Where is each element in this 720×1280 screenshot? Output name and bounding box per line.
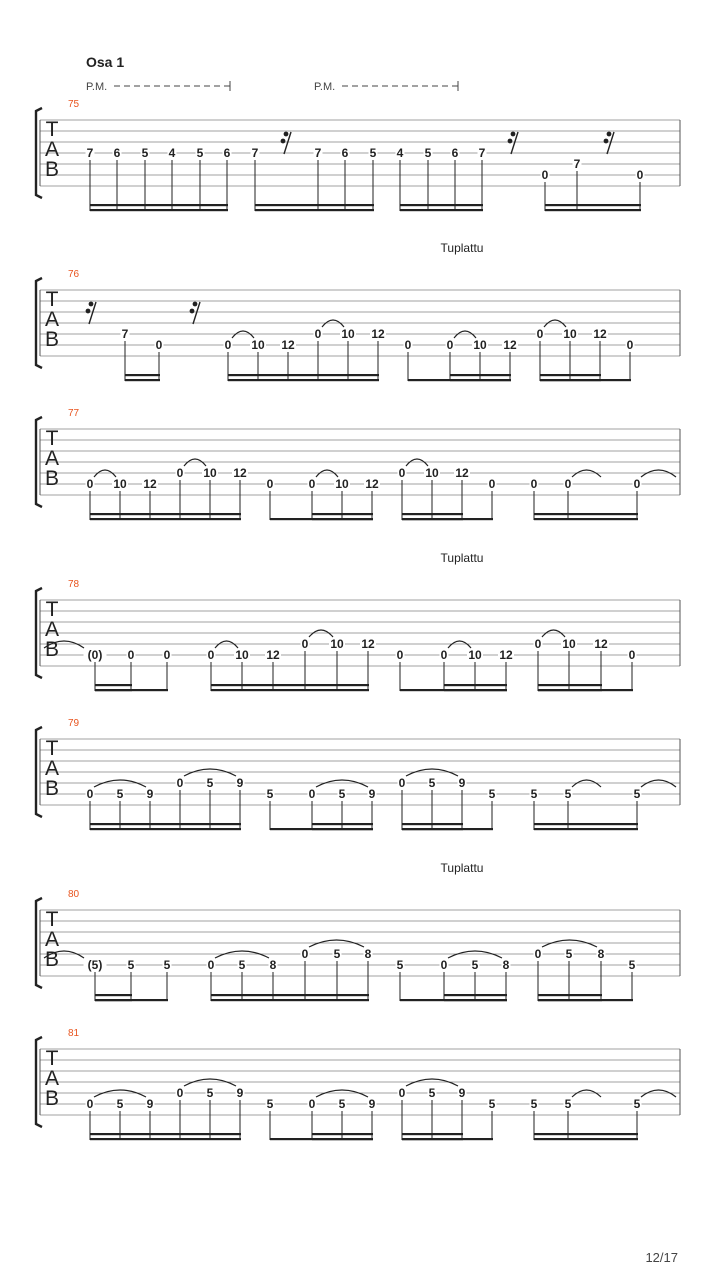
tab-clef-letter: A bbox=[44, 1067, 60, 1090]
fret-number: 0 bbox=[398, 1086, 406, 1100]
fret-number: 0 bbox=[308, 1097, 316, 1111]
fret-number: 10 bbox=[473, 338, 487, 352]
fret-number: 12 bbox=[593, 327, 607, 341]
fret-number: 0 bbox=[176, 1086, 184, 1100]
beam bbox=[402, 1133, 463, 1135]
tab-clef-letter: A bbox=[44, 618, 60, 641]
beam bbox=[255, 204, 374, 206]
fret-number: 0 bbox=[314, 327, 322, 341]
tab-system-77 bbox=[36, 408, 680, 520]
beam bbox=[95, 994, 132, 996]
rest-dot bbox=[508, 139, 513, 144]
fret-number: 5 bbox=[428, 1086, 436, 1100]
fret-number: 5 bbox=[333, 947, 341, 961]
tab-clef-letter: T bbox=[45, 598, 59, 621]
beam bbox=[255, 209, 374, 211]
fret-number: (5) bbox=[87, 958, 103, 972]
fret-number: 0 bbox=[530, 477, 538, 491]
rest-dot bbox=[89, 302, 94, 307]
fret-number: 0 bbox=[176, 466, 184, 480]
fret-number: 4 bbox=[396, 146, 404, 160]
fret-number: 0 bbox=[163, 648, 171, 662]
fret-number: 0 bbox=[541, 168, 549, 182]
tuplattu-annotation: Tuplattu bbox=[440, 241, 484, 255]
fret-number: 5 bbox=[564, 1097, 572, 1111]
fret-number: 8 bbox=[502, 958, 510, 972]
fret-number: 5 bbox=[196, 146, 204, 160]
tab-clef-letter: A bbox=[44, 308, 60, 331]
fret-number: 0 bbox=[308, 477, 316, 491]
fret-number: 0 bbox=[396, 648, 404, 662]
beam bbox=[400, 209, 483, 211]
fret-number: 0 bbox=[86, 477, 94, 491]
fret-number: 9 bbox=[458, 776, 466, 790]
fret-number: 10 bbox=[425, 466, 439, 480]
fret-number: 0 bbox=[440, 648, 448, 662]
fret-number: (0) bbox=[87, 648, 103, 662]
fret-number: 7 bbox=[478, 146, 486, 160]
fret-number: 5 bbox=[141, 146, 149, 160]
tab-clef-letter: T bbox=[45, 1047, 59, 1070]
sixteenth-rest-icon bbox=[281, 132, 291, 154]
measure-number: 81 bbox=[68, 1028, 80, 1039]
fret-number: 9 bbox=[236, 1086, 244, 1100]
beam bbox=[312, 828, 373, 830]
beam bbox=[534, 1138, 638, 1140]
fret-number: 7 bbox=[121, 327, 129, 341]
fret-number: 12 bbox=[233, 466, 247, 480]
beam bbox=[534, 828, 638, 830]
beam bbox=[228, 379, 379, 381]
fret-number: 0 bbox=[301, 637, 309, 651]
fret-number: 12 bbox=[503, 338, 517, 352]
fret-number: 5 bbox=[488, 1097, 496, 1111]
fret-number: 5 bbox=[338, 1097, 346, 1111]
fret-number: 8 bbox=[597, 947, 605, 961]
beam bbox=[538, 999, 602, 1001]
fret-number: 0 bbox=[440, 958, 448, 972]
fret-number: 12 bbox=[455, 466, 469, 480]
beam bbox=[538, 684, 602, 686]
rest-dot bbox=[604, 139, 609, 144]
sixteenth-rest-icon bbox=[508, 132, 518, 154]
palm-mute-label: P.M. bbox=[86, 81, 108, 93]
beam bbox=[312, 518, 373, 520]
tab-clef-letter: A bbox=[44, 447, 60, 470]
fret-number: 0 bbox=[628, 648, 636, 662]
tab-system-75 bbox=[36, 81, 680, 211]
tab-clef-letter: B bbox=[44, 467, 60, 490]
fret-number: 0 bbox=[86, 1097, 94, 1111]
fret-number: 5 bbox=[369, 146, 377, 160]
fret-number: 10 bbox=[203, 466, 217, 480]
fret-number: 12 bbox=[266, 648, 280, 662]
beam bbox=[450, 374, 511, 376]
fret-number: 5 bbox=[163, 958, 171, 972]
beam bbox=[211, 999, 369, 1001]
tab-clef-letter: A bbox=[44, 757, 60, 780]
rest-dot bbox=[86, 309, 91, 314]
beam bbox=[402, 823, 463, 825]
measure-number: 76 bbox=[68, 269, 80, 280]
fret-number: 5 bbox=[488, 787, 496, 801]
fret-number: 0 bbox=[404, 338, 412, 352]
fret-number: 0 bbox=[127, 648, 135, 662]
beam bbox=[95, 689, 132, 691]
fret-number: 8 bbox=[364, 947, 372, 961]
fret-number: 0 bbox=[266, 477, 274, 491]
fret-number: 0 bbox=[536, 327, 544, 341]
beam bbox=[211, 689, 369, 691]
beam bbox=[402, 828, 463, 830]
fret-number: 7 bbox=[573, 157, 581, 171]
beam bbox=[95, 999, 132, 1001]
rest-dot bbox=[193, 302, 198, 307]
beam bbox=[545, 204, 641, 206]
fret-number: 0 bbox=[207, 958, 215, 972]
fret-number: 0 bbox=[488, 477, 496, 491]
measure-number: 75 bbox=[68, 99, 80, 110]
fret-number: 0 bbox=[308, 787, 316, 801]
tuplattu-annotation: Tuplattu bbox=[440, 861, 484, 875]
fret-number: 5 bbox=[206, 776, 214, 790]
beam bbox=[211, 994, 369, 996]
fret-number: 0 bbox=[155, 338, 163, 352]
fret-number: 0 bbox=[626, 338, 634, 352]
beam bbox=[125, 374, 160, 376]
beam bbox=[90, 209, 228, 211]
tab-clef-letter: T bbox=[45, 427, 59, 450]
fret-number: 5 bbox=[565, 947, 573, 961]
fret-number: 5 bbox=[266, 787, 274, 801]
beam bbox=[228, 374, 379, 376]
fret-number: 9 bbox=[368, 1097, 376, 1111]
fret-number: 0 bbox=[446, 338, 454, 352]
fret-number: 10 bbox=[341, 327, 355, 341]
beam bbox=[540, 379, 601, 381]
page-number: 12/17 bbox=[645, 1250, 678, 1265]
tab-clef-letter: B bbox=[44, 638, 60, 661]
tab-system-80 bbox=[36, 861, 680, 1001]
rest-dot bbox=[190, 309, 195, 314]
rest-dot bbox=[607, 132, 612, 137]
fret-number: 4 bbox=[168, 146, 176, 160]
fret-number: 0 bbox=[207, 648, 215, 662]
fret-number: 5 bbox=[530, 787, 538, 801]
sixteenth-rest-icon bbox=[190, 302, 200, 324]
beam bbox=[402, 513, 463, 515]
beam bbox=[450, 379, 511, 381]
tab-system-76 bbox=[36, 241, 680, 381]
fret-number: 5 bbox=[238, 958, 246, 972]
fret-number: 5 bbox=[633, 1097, 641, 1111]
beam bbox=[211, 684, 369, 686]
fret-number: 5 bbox=[266, 1097, 274, 1111]
beam bbox=[534, 1133, 638, 1135]
beam bbox=[400, 204, 483, 206]
fret-number: 10 bbox=[113, 477, 127, 491]
beam bbox=[90, 1138, 241, 1140]
fret-number: 5 bbox=[116, 1097, 124, 1111]
tuplattu-annotation: Tuplattu bbox=[440, 551, 484, 565]
beam bbox=[444, 684, 507, 686]
tab-clef-letter: B bbox=[44, 328, 60, 351]
tab-clef-letter: T bbox=[45, 118, 59, 141]
fret-number: 0 bbox=[633, 477, 641, 491]
measure-number: 77 bbox=[68, 408, 80, 419]
beam bbox=[90, 513, 241, 515]
fret-number: 5 bbox=[116, 787, 124, 801]
fret-number: 5 bbox=[628, 958, 636, 972]
fret-number: 9 bbox=[146, 1097, 154, 1111]
beam bbox=[312, 513, 373, 515]
fret-number: 5 bbox=[424, 146, 432, 160]
fret-number: 7 bbox=[86, 146, 94, 160]
fret-number: 10 bbox=[335, 477, 349, 491]
beam bbox=[312, 1133, 373, 1135]
fret-number: 5 bbox=[338, 787, 346, 801]
beam bbox=[90, 204, 228, 206]
fret-number: 7 bbox=[251, 146, 259, 160]
fret-number: 10 bbox=[330, 637, 344, 651]
fret-number: 12 bbox=[361, 637, 375, 651]
tab-clef-letter: T bbox=[45, 908, 59, 931]
beam bbox=[545, 209, 641, 211]
fret-number: 6 bbox=[451, 146, 459, 160]
fret-number: 5 bbox=[428, 776, 436, 790]
beam bbox=[534, 513, 638, 515]
fret-number: 8 bbox=[269, 958, 277, 972]
tab-system-78 bbox=[36, 551, 680, 691]
beam bbox=[444, 999, 507, 1001]
fret-number: 0 bbox=[534, 947, 542, 961]
beam bbox=[540, 374, 601, 376]
fret-number: 0 bbox=[636, 168, 644, 182]
measure-number: 79 bbox=[68, 718, 80, 729]
beam bbox=[444, 994, 507, 996]
beam bbox=[402, 518, 463, 520]
section-title: Osa 1 bbox=[86, 54, 125, 70]
fret-number: 10 bbox=[468, 648, 482, 662]
fret-number: 10 bbox=[562, 637, 576, 651]
sixteenth-rest-icon bbox=[604, 132, 614, 154]
fret-number: 0 bbox=[224, 338, 232, 352]
beam bbox=[90, 828, 241, 830]
fret-number: 5 bbox=[206, 1086, 214, 1100]
beam bbox=[90, 1133, 241, 1135]
beam bbox=[125, 379, 160, 381]
fret-number: 12 bbox=[499, 648, 513, 662]
beam bbox=[534, 823, 638, 825]
beam bbox=[312, 823, 373, 825]
fret-number: 0 bbox=[534, 637, 542, 651]
tab-clef-letter: B bbox=[44, 158, 60, 181]
fret-number: 9 bbox=[368, 787, 376, 801]
fret-number: 5 bbox=[633, 787, 641, 801]
fret-number: 10 bbox=[235, 648, 249, 662]
tab-clef-letter: B bbox=[44, 948, 60, 971]
measure-number: 80 bbox=[68, 889, 80, 900]
fret-number: 5 bbox=[127, 958, 135, 972]
sixteenth-rest-icon bbox=[86, 302, 96, 324]
fret-number: 0 bbox=[564, 477, 572, 491]
fret-number: 0 bbox=[86, 787, 94, 801]
beam bbox=[444, 689, 507, 691]
rest-dot bbox=[281, 139, 286, 144]
beam bbox=[90, 518, 241, 520]
tab-clef-letter: B bbox=[44, 777, 60, 800]
beam bbox=[538, 994, 602, 996]
beam bbox=[90, 823, 241, 825]
rest-dot bbox=[511, 132, 516, 137]
fret-number: 12 bbox=[281, 338, 295, 352]
fret-number: 0 bbox=[398, 466, 406, 480]
fret-number: 12 bbox=[365, 477, 379, 491]
fret-number: 12 bbox=[594, 637, 608, 651]
fret-number: 7 bbox=[314, 146, 322, 160]
tab-clef-letter: B bbox=[44, 1087, 60, 1110]
fret-number: 0 bbox=[176, 776, 184, 790]
beam bbox=[534, 518, 638, 520]
fret-number: 5 bbox=[530, 1097, 538, 1111]
fret-number: 5 bbox=[396, 958, 404, 972]
fret-number: 9 bbox=[236, 776, 244, 790]
tab-system-79 bbox=[36, 718, 680, 830]
fret-number: 6 bbox=[113, 146, 121, 160]
fret-number: 10 bbox=[563, 327, 577, 341]
palm-mute-label: P.M. bbox=[314, 81, 336, 93]
fret-number: 0 bbox=[398, 776, 406, 790]
fret-number: 9 bbox=[458, 1086, 466, 1100]
fret-number: 6 bbox=[341, 146, 349, 160]
tab-system-81 bbox=[36, 1028, 680, 1140]
beam bbox=[95, 684, 132, 686]
fret-number: 5 bbox=[564, 787, 572, 801]
beam bbox=[312, 1138, 373, 1140]
fret-number: 9 bbox=[146, 787, 154, 801]
beam bbox=[402, 1138, 463, 1140]
fret-number: 12 bbox=[371, 327, 385, 341]
fret-number: 0 bbox=[301, 947, 309, 961]
tab-clef-letter: A bbox=[44, 928, 60, 951]
tab-clef-letter: T bbox=[45, 288, 59, 311]
beam bbox=[538, 689, 602, 691]
rest-dot bbox=[284, 132, 289, 137]
tab-clef-letter: T bbox=[45, 737, 59, 760]
measure-number: 78 bbox=[68, 579, 80, 590]
tab-clef-letter: A bbox=[44, 138, 60, 161]
fret-number: 6 bbox=[223, 146, 231, 160]
fret-number: 10 bbox=[251, 338, 265, 352]
fret-number: 12 bbox=[143, 477, 157, 491]
fret-number: 5 bbox=[471, 958, 479, 972]
